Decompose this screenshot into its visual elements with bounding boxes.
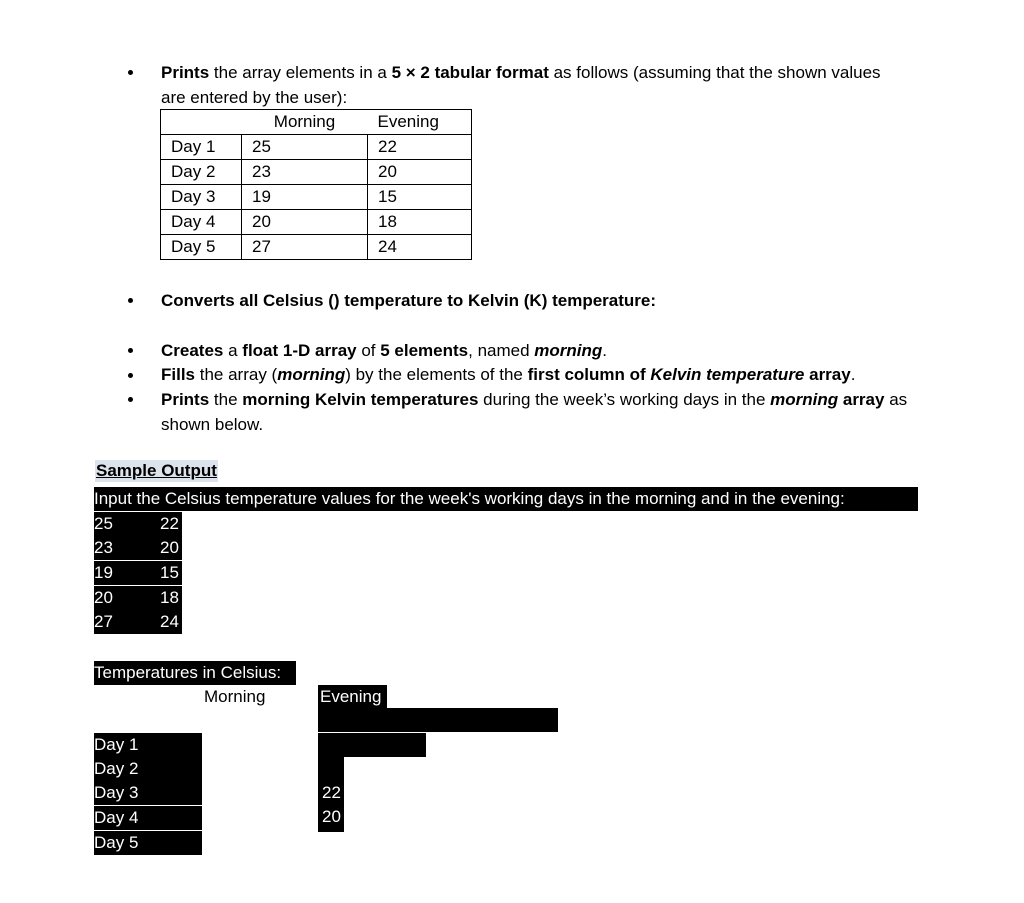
- text: the: [209, 390, 243, 409]
- table-cell: 25: [242, 135, 368, 160]
- day-label: Day 5: [94, 831, 202, 855]
- evening-value: 24: [323, 881, 342, 900]
- bold-italic-text: morning: [277, 365, 346, 384]
- day-label: Day 4: [94, 806, 202, 830]
- console-col-evening: Evening: [318, 685, 387, 709]
- table-header-cell: Morning: [242, 110, 368, 135]
- bold-text: 5 elements: [380, 341, 469, 360]
- table-header-row: [161, 110, 472, 135]
- table-row: [161, 235, 472, 260]
- text: as: [884, 390, 908, 409]
- bold-text: array: [804, 365, 851, 384]
- sample-output-title: Sample Output: [96, 461, 217, 480]
- console-input-line: [94, 610, 182, 634]
- celsius-table: [160, 109, 472, 260]
- bullet-2-line: [161, 288, 656, 313]
- text: during the week’s working days in the: [478, 390, 771, 409]
- table-row: [161, 185, 472, 210]
- table-cell: 18: [368, 210, 472, 235]
- input-value: 19: [94, 563, 113, 582]
- bold-text: morning Kelvin temperatures: [242, 390, 479, 409]
- table-header-cell: [161, 110, 242, 135]
- table-cell: Day 5: [161, 235, 242, 260]
- table-row: [161, 210, 472, 235]
- text: the array elements in a: [209, 63, 392, 82]
- console-day-row: Day 5 27 24: [94, 807, 354, 903]
- bold-italic-text: morning: [534, 341, 603, 360]
- text: as follows (assuming that the shown values: [548, 63, 881, 82]
- bullet-dot: [128, 70, 133, 75]
- console-input-line: [94, 536, 182, 560]
- text: a: [223, 341, 243, 360]
- table-cell: 23: [242, 160, 368, 185]
- day-label: Day 1: [94, 733, 202, 757]
- bullet-5-line-2: shown below.: [161, 415, 264, 434]
- evening-value: 15: [323, 831, 342, 850]
- bold-text: 5 × 2 tabular format: [391, 63, 549, 82]
- input-value: 23: [94, 538, 113, 557]
- bullet-4-line: [161, 362, 855, 387]
- input-value: 24: [160, 612, 179, 631]
- day-label: Day 2: [94, 757, 202, 781]
- bold-text: Creates: [161, 341, 224, 360]
- input-value: 27: [94, 612, 113, 631]
- bold-text: Converts all Celsius () temperature to Kelvin (K) temperature:: [161, 291, 657, 310]
- table-cell: Day 2: [161, 160, 242, 185]
- evening-value: 20: [322, 807, 341, 826]
- table-cell: 24: [368, 235, 472, 260]
- table-cell: 15: [368, 185, 472, 210]
- console-highlight-block: [318, 708, 558, 732]
- table-row: [161, 135, 472, 160]
- bullet-5-line-1: [161, 387, 907, 412]
- console-heading: Temperatures in Celsius:: [94, 661, 296, 685]
- bold-text: Prints: [161, 63, 210, 82]
- text: of: [356, 341, 381, 360]
- input-value: 25: [94, 514, 113, 533]
- table-cell: 22: [368, 135, 472, 160]
- table-cell: 20: [368, 160, 472, 185]
- text: ) by the elements of the: [345, 365, 528, 384]
- table-cell: 19: [242, 185, 368, 210]
- input-value: 15: [160, 563, 179, 582]
- text: .: [602, 341, 608, 360]
- text: , named: [468, 341, 535, 360]
- day-label: Day 3: [94, 781, 202, 805]
- text: the array (: [195, 365, 278, 384]
- bullet-dot: [128, 298, 133, 303]
- evening-value: 18: [323, 856, 342, 875]
- console-input-line: [94, 586, 182, 610]
- console-day-row: Day 3 19 15: [94, 757, 354, 853]
- bullet-1-line-1: [161, 60, 881, 85]
- console-day-row: Day 1 25 22: [94, 709, 354, 805]
- console-col-morning: Morning: [204, 687, 266, 706]
- table-cell: Day 3: [161, 185, 242, 210]
- evening-value: 22: [322, 783, 341, 802]
- bullet-dot: [128, 397, 133, 402]
- input-value: 22: [160, 514, 179, 533]
- console-prompt: Input the Celsius temperature values for the week's working days in the morning and in the evening:: [94, 487, 918, 511]
- bullet-1-line-2: are entered by the user):: [161, 88, 348, 107]
- table-cell: 20: [242, 210, 368, 235]
- bullet-dot: [128, 373, 133, 378]
- table-header-cell: Evening: [368, 110, 472, 135]
- bullet-3-line: [161, 338, 607, 363]
- console-day-row: Day 4 20 18: [94, 782, 354, 878]
- bold-text: array: [838, 390, 885, 409]
- bullet-dot: [128, 348, 133, 353]
- console-input-line: [94, 512, 182, 536]
- bold-italic-text: morning: [770, 390, 839, 409]
- table-row: [161, 160, 472, 185]
- bold-text: float 1-D array: [242, 341, 357, 360]
- input-value: 20: [94, 588, 113, 607]
- bold-text: Fills: [161, 365, 196, 384]
- console-day-row: Day 2 23 20: [94, 733, 354, 829]
- table-cell: Day 4: [161, 210, 242, 235]
- console-input-line: [94, 561, 182, 585]
- table-cell: 27: [242, 235, 368, 260]
- bold-italic-text: Kelvin temperature: [650, 365, 805, 384]
- text: .: [850, 365, 856, 384]
- bold-text: Prints: [161, 390, 210, 409]
- bold-text: first column of: [527, 365, 651, 384]
- table-cell: Day 1: [161, 135, 242, 160]
- input-value: 18: [160, 588, 179, 607]
- input-value: 20: [160, 538, 179, 557]
